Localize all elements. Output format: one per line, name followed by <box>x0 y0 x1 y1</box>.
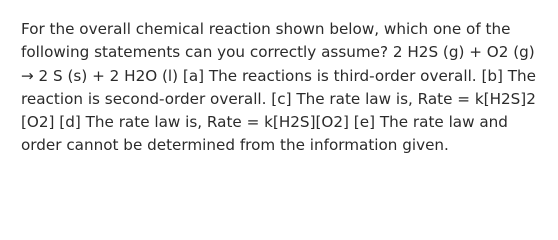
question-text: For the overall chemical reaction shown below, which one of the following statements can you correctly assume? 2 H2S (g) + O2 (g) → 2 S (s) + 2 H2O (l) [a] The reactions is third-order overall. [b] The reaction is second-order overall. [c] The rate law is, Rate = k[H2S]2 [O2] [d] The rate law is, Rate = k[H2S][O2] [e] The rate law and order cannot be determined from the information given. <box>21 20 537 155</box>
